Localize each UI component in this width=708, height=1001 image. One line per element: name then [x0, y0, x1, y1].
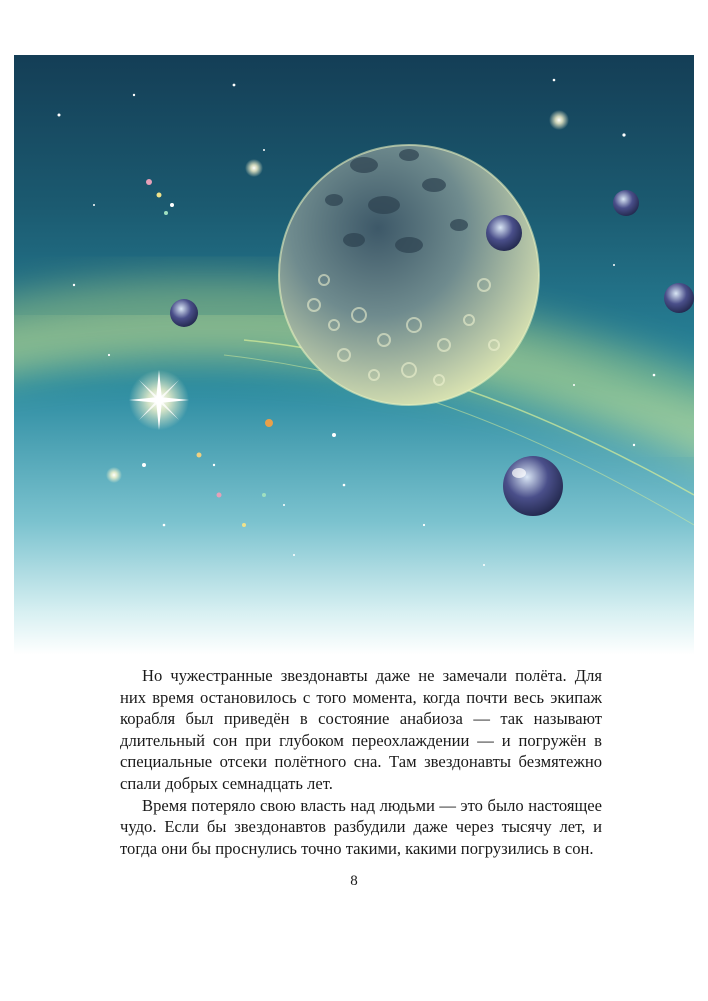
- bright-star: [129, 370, 189, 430]
- paragraph-2: Время потеряло свою власть над людьми — это было настоящее чудо. Если бы звездонавтов разбудили даже через тысячу лет, и тогда они бы проснулись точно такими, какими погрузились в сон.: [120, 795, 602, 858]
- space-scene: [14, 55, 694, 655]
- paragraph-1: Но чужестранные звездонавты даже не замечали полёта. Для них время остановилось с того момента, когда почти весь экипаж корабля был приведён в состояние анабиоза — так называют длительный сон при глубоком переохлаждении — и погружён в специальные отсеки полётного сна. Там звездонавты безмятежно спали добрых семнадцать лет.: [120, 666, 602, 793]
- space-illustration: [14, 55, 694, 655]
- book-page: [14, 55, 694, 935]
- story-text: [120, 665, 602, 859]
- page-number: 8: [350, 873, 358, 889]
- planet: [279, 145, 539, 405]
